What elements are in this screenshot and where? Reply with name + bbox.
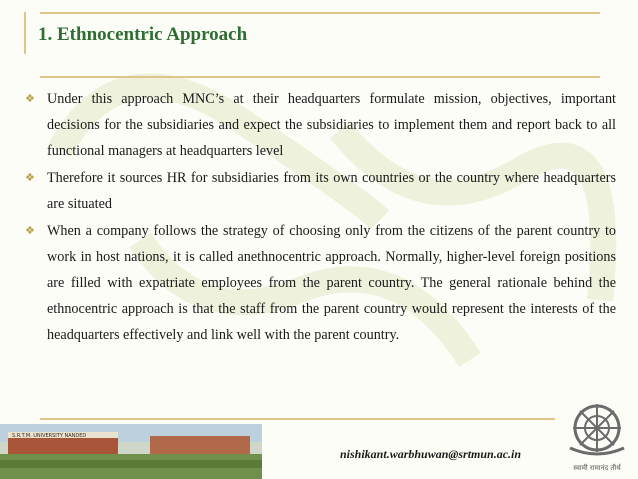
bullet-text: When a company follows the strategy of choosing only from the citizens of the parent country to work in host nations, it is called anethnocentric approach. Normally, higher-level foreign positions are filled with expatriate employees from the parent country. The general rationale behind the ethnocentric approach is that the staff from the parent country would represent the interests of the headquarters effectively and link well with the parent country. [47,223,616,343]
title-vertical-rule [24,12,26,54]
footer-rule [40,418,555,420]
footer-email: nishikant.warbhuwan@srtmun.ac.in [340,447,522,461]
bullet-text: Therefore it sources HR for subsidiaries from its own countries or the country where headquarters are situated [47,170,616,212]
bullet-list [24,86,616,349]
list-item [24,165,616,217]
bullet-text: Under this approach MNC’s at their headquarters formulate mission, objectives, important decisions for the subsidiaries and expect the subsidiaries to implement them and report back to all functional managers at headquarters level [47,91,616,159]
slide-title: 1. Ethnocentric Approach [38,24,248,45]
university-logo [560,398,634,476]
campus-sign-text: S.R.T.M. UNIVERSITY NANDED [12,433,87,439]
diamond-bullet-icon: ❖ [25,93,35,105]
list-item [24,86,616,164]
title-bottom-rule [40,76,600,78]
logo-caption: स्वामी रामानंद तीर्थ [573,464,621,472]
list-item [24,218,616,348]
diamond-bullet-icon: ❖ [25,225,35,237]
diamond-bullet-icon: ❖ [25,172,35,184]
campus-photo [0,424,262,479]
title-top-rule [40,12,600,14]
